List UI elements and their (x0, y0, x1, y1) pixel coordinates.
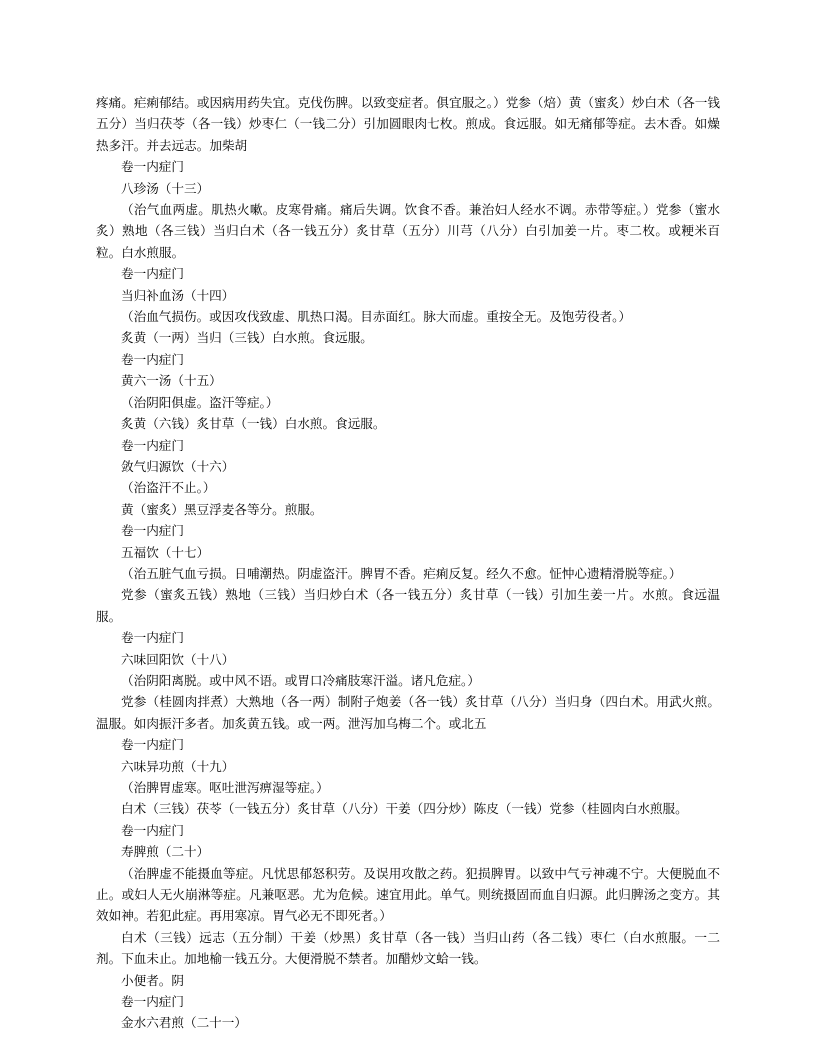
paragraph: 金水六君煎（二十一） (121, 1015, 247, 1031)
paragraph: 卷一内症门 (121, 266, 184, 282)
paragraph: 卷一内症门 (121, 630, 184, 646)
paragraph: 党参（桂圆肉拌煮）大熟地（各一两）制附子炮姜（各一钱）炙甘草（八分）当归身（四白术。用武火煎。温服。如肉振汗多者。加炙黄五钱。或一两。泄泻加乌梅二个。或北五 (96, 694, 720, 731)
paragraph: 卷一内症门 (121, 523, 184, 539)
paragraph: （治气血两虚。肌热火嗽。皮寒骨痛。痛后失调。饮食不香。兼治妇人经水不调。赤带等症。）党参（蜜水炙）熟地（各三钱）当归白术（各一钱五分）炙甘草（五分）川芎（八分）白引加姜一片。枣二枚。或粳米百粒。白水煎服。 (96, 202, 720, 260)
paragraph: 疼痛。疟痢郁结。或因病用药失宜。克伐伤脾。以致变症者。俱宜服之。）党参（焙）黄（蜜炙）炒白术（各一钱五分）当归茯苓（各一钱）炒枣仁（一钱二分）引加圆眼肉七枚。煎成。食远服。如无痛郁等症。去木香。如燥热多汗。并去远志。加柴胡 (96, 95, 720, 153)
paragraph: （治血气损伤。或因攻伐致虚、肌热口渴。目赤面红。脉大而虚。重按全无。及饱劳役者。） (121, 309, 632, 325)
paragraph: 炙黄（六钱）炙甘草（一钱）白水煎。食远服。 (121, 416, 386, 432)
paragraph: （治五脏气血亏损。日哺潮热。阴虚盗汗。脾胃不香。疟痢反复。经久不愈。怔忡心遗精滑脱等症。） (121, 565, 682, 581)
paragraph: 卷一内症门 (121, 351, 184, 367)
paragraph: 黄（蜜炙）黑豆浮麦各等分。煎服。 (121, 501, 323, 517)
paragraph: 黄六一汤（十五） (121, 373, 222, 389)
paragraph: 卷一内症门 (121, 159, 184, 175)
paragraph: （治脾虚不能摄血等症。凡忧思郁怒积劳。及误用攻散之药。犯损脾胃。以致中气亏神魂不宁。大便脱血不止。或妇人无火崩淋等症。凡兼呕恶。尤为危候。速宜用此。单气。则统摄固而血自归源。此归脾汤之变方。其效如神。若犯此症。再用寒凉。胃气必无不即死者。） (96, 865, 720, 924)
paragraph: 八珍汤（十三） (121, 180, 210, 196)
paragraph: （治脾胃虚寒。呕吐泄泻痹湿等症。） (121, 780, 329, 795)
paragraph: 当归补血汤（十四） (121, 287, 235, 303)
paragraph: 六味回阳饮（十八） (121, 651, 235, 667)
paragraph: 五福饮（十七） (121, 544, 210, 560)
paragraph: 卷一内症门 (121, 822, 184, 838)
paragraph: 卷一内症门 (121, 994, 184, 1010)
paragraph: （治盗汗不止。） (121, 480, 216, 496)
paragraph: 六味异功煎（十九） (121, 758, 235, 774)
paragraph: （治阴阳离脱。或中风不语。或胃口冷痛肢寒汗溢。诸凡危症。） (121, 672, 480, 688)
document-body (96, 92, 720, 1034)
paragraph: 敛气归源饮（十六） (121, 458, 235, 474)
paragraph: 寿脾煎（二十） (121, 844, 210, 860)
paragraph: 卷一内症门 (121, 437, 184, 453)
paragraph: 白术（三钱）远志（五分制）干姜（炒黑）炙甘草（各一钱）当归山药（各二钱）枣仁（白水煎服。一二剂。下血未止。加地榆一钱五分。大便滑脱不禁者。加醋炒文蛤一钱。 (96, 929, 720, 967)
paragraph: 卷一内症门 (121, 737, 184, 753)
paragraph: （治阴阳俱虚。盗汗等症。） (121, 394, 279, 410)
paragraph: 炙黄（一两）当归（三钱）白水煎。食远服。 (121, 330, 373, 346)
paragraph: 党参（蜜炙五钱）熟地（三钱）当归炒白术（各一钱五分）炙甘草（一钱）引加生姜一片。水煎。食远温服。 (96, 587, 720, 624)
paragraph: 小便者。阴 (121, 972, 184, 988)
paragraph: 白术（三钱）茯苓（一钱五分）炙甘草（八分）干姜（四分炒）陈皮（一钱）党参（桂圆肉白水煎服。 (121, 801, 688, 817)
